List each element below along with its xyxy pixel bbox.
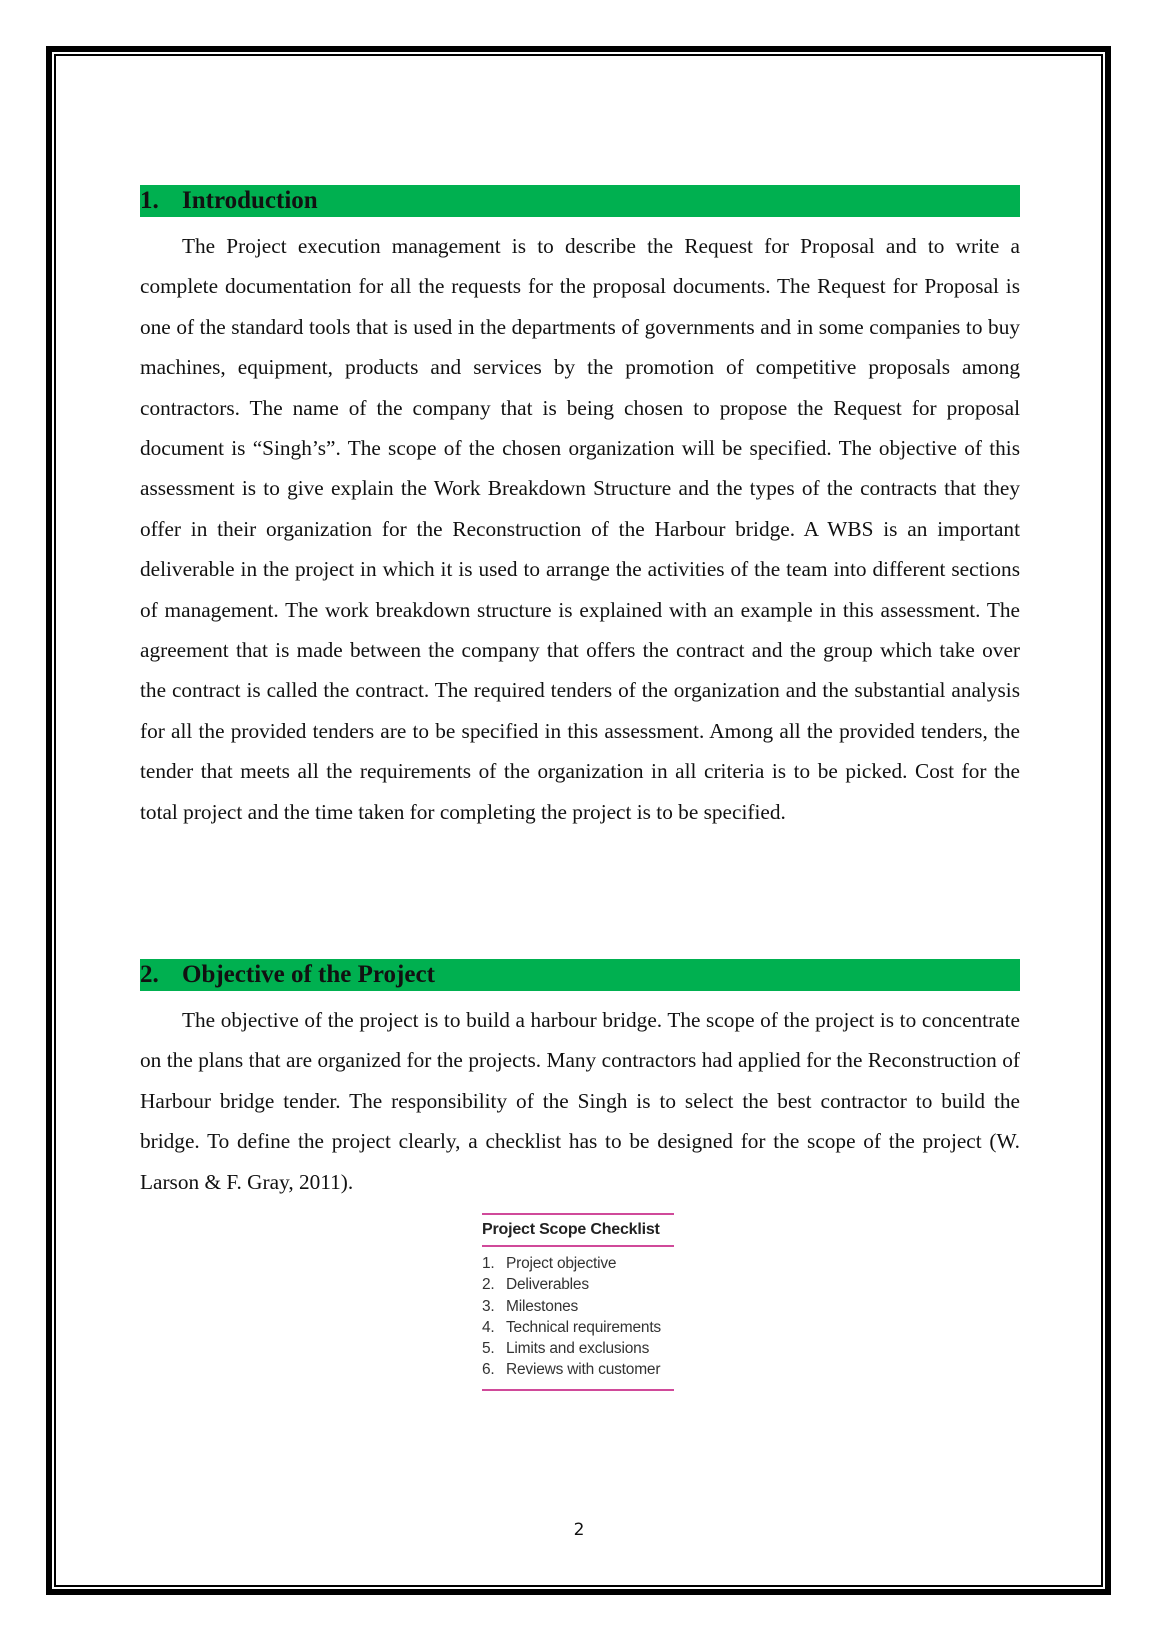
checklist-item-label: Project objective [506,1255,617,1272]
checklist-item-label: Deliverables [506,1276,589,1294]
project-scope-checklist-figure [482,1213,674,1391]
checklist-item-number: 5. [482,1340,495,1358]
checklist-title: Project Scope Checklist [482,1221,660,1238]
section-title: Introduction [182,187,318,214]
section-title: Objective of the Project [182,961,435,988]
section-heading-objective [140,959,1020,991]
checklist-item [482,1296,674,1317]
section-number: 2. [140,961,159,988]
section-number: 1. [140,187,159,214]
checklist-item [482,1359,674,1380]
checklist-item-number: 2. [482,1276,495,1294]
checklist-item-label: Reviews with customer [506,1361,661,1379]
checklist-item-number: 4. [482,1318,495,1336]
checklist-item [482,1253,674,1274]
objective-paragraph: The objective of the project is to build a harbour bridge. The scope of the project is to concentrate on the plans that are organized for the projects. Many contractors had applied for the Reconstruction of Harbour bridge tender. The responsibility of the Singh is to select the best contractor to build the bridge. To define the project clearly, a checklist has to be designed for the scope of the project (W. Larson & F. Gray, 2011). [140,1008,1020,1194]
checklist-item-label: Limits and exclusions [506,1340,650,1358]
checklist-item [482,1317,674,1338]
checklist-items [482,1247,674,1389]
checklist-item-number: 1. [482,1255,495,1272]
page-number: 2 [573,1520,585,1540]
checklist-item [482,1274,674,1295]
introduction-paragraph: The Project execution management is to describe the Request for Proposal and to write a complete documentation for all the requests for the proposal documents. The Request for Proposal is one of the standard tools that is used in the departments of governments and in some companies to buy machines, equipment, products and services by the promotion of competitive proposals among contractors. The name of the company that is being chosen to propose the Request for proposal document is “Singh’s”. The scope of the chosen organization will be specified. The objective of this assessment is to give explain the Work Breakdown Structure and the types of the contracts that they offer in their organization for the Reconstruction of the Harbour bridge. A WBS is an important deliverable in the project in which it is used to arrange the activities of the team into different sections of management. The work breakdown structure is explained with an example in this assessment. The agreement that is made between the company that offers the contract and the group which take over the contract is called the contract. The required tenders of the organization and the substantial analysis for all the provided tenders are to be specified in this assessment. Among all the provided tenders, the tender that meets all the requirements of the organization in all criteria is to be picked. Cost for the total project and the time taken for completing the project is to be specified. [140,234,1020,824]
section-heading-introduction [140,185,1020,217]
checklist-bottom-rule [482,1389,674,1391]
checklist-item [482,1338,674,1359]
checklist-item-label: Technical requirements [506,1318,661,1336]
checklist-item-number: 6. [482,1361,495,1379]
checklist-item-label: Milestones [506,1297,579,1315]
checklist-item-number: 3. [482,1297,495,1315]
